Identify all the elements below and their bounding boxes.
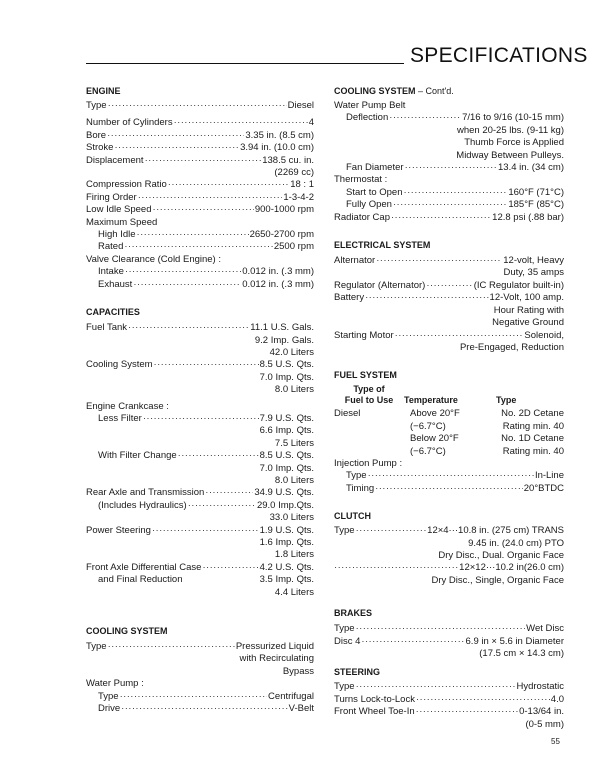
spec-continuation: Hour Rating with [493,304,564,316]
spec-row [86,322,314,334]
spec-continuation: Bypass [282,665,314,677]
spec-continuation: (0-5 mm) [525,718,564,730]
spec-value: V-Belt [288,703,314,715]
spec-continuation: Dry Disc., Single, Organic Face [431,574,564,586]
table-cell: No. 2D Cetane [501,408,564,420]
spec-continuation: Negative Ground [492,317,564,329]
page-number: 55 [551,737,560,746]
spec-value: In-Line [534,470,564,482]
spec-value: 12.8 psi (.88 bar) [492,211,564,223]
spec-label: Intake [98,266,124,278]
right-column [334,85,564,746]
spec-continuation: 6.6 Imp. Qts. [259,425,314,437]
spec-value: Wet Disc [526,623,564,635]
spec-row [86,703,314,715]
spec-row [86,266,314,278]
spec-row [86,279,314,291]
spec-row [86,525,314,537]
spec-row [334,162,564,174]
table-cell: (−6.7°C) [410,445,446,457]
table-row [334,433,564,445]
spec-label: Type [334,525,355,537]
spec-label: Timing [346,482,375,494]
spec-label: Rear Axle and Transmission [86,487,205,499]
spec-label: Front Wheel Toe-In [334,706,415,718]
spec-continuation: when 20-25 lbs. (9-11 kg) [456,124,564,136]
spec-label: Stroke [86,142,114,154]
cooling-section [86,625,314,715]
spec-continuation: 42.0 Liters [269,346,314,358]
table-cell [334,446,404,458]
spec-value: 13.4 in. (34 cm) [498,162,564,174]
spec-label: Cooling System [86,359,153,371]
spec-continuation: 7.0 Imp. Qts. [259,462,314,474]
spec-row [86,359,314,371]
table-cell: No. 1D Cetane [501,433,564,445]
spec-label: Alternator [334,255,376,267]
table-cell: Rating min. 40 [502,420,564,432]
section-heading: ELECTRICAL SYSTEM [334,240,431,251]
spec-label: Type [334,681,355,693]
spec-label: Type [98,690,119,702]
spec-continuation: with Recirculating [239,653,314,665]
table-cell: Rating min. 40 [502,445,564,457]
spec-continuation: 7.5 Liters [274,437,314,449]
spec-row [334,483,564,495]
electrical-section [334,239,564,354]
section-heading: COOLING SYSTEM [86,626,168,637]
spec-row [334,187,564,199]
brakes-section [334,607,564,660]
spec-row [86,100,314,112]
spec-value: 12×4···10.8 in. (275 cm) TRANS [427,525,564,537]
spec-value: 4.0 [550,693,564,705]
spec-continuation: 1.8 Liters [274,549,314,561]
table-row [334,446,564,458]
spec-value: 2500 rpm [273,241,314,253]
table-header-row [334,384,564,406]
spec-label: Battery [334,292,365,304]
spec-label: Fully Open [346,199,392,211]
spec-label: and Final Reduction [98,574,183,586]
cooling-cont-section [334,85,564,224]
spec-value: 20°BTDC [523,482,564,494]
spec-continuation: (2269 cc) [274,167,314,179]
spec-label: Engine Crankcase : [86,400,169,412]
spec-label: Exhaust [98,278,133,290]
spec-value: 12-volt, Heavy [503,255,564,267]
spec-continuation: 8.0 Liters [274,474,314,486]
spec-row [334,292,564,304]
spec-continuation: Thumb Force is Applied [464,137,564,149]
header-rule [86,63,404,64]
spec-row [86,142,314,154]
spec-label: Maximum Speed [86,216,158,228]
spec-continuation: 9.45 in. (24.0 cm) PTO [468,537,564,549]
spec-row [86,562,314,574]
spec-label: Less Filter [98,412,142,424]
spec-label: Type [86,100,107,111]
spec-continuation: Midway Between Pulleys. [456,149,564,161]
spec-continuation: Pre-Engaged, Reduction [459,341,564,353]
spec-value: 3.5 Imp. Qts. [259,574,314,586]
spec-label: Fan Diameter [346,162,404,174]
section-heading-suffix: – Cont'd. [418,86,454,96]
spec-label: (Includes Hydraulics) [98,499,187,511]
spec-value: 1-3-4-2 [283,191,314,203]
spec-value: 3.35 in. (8.5 cm) [245,129,314,141]
spec-value: Solenoid, [524,329,564,341]
section-heading: CLUTCH [334,511,371,522]
spec-label: Bore [86,129,107,141]
table-row [334,421,564,433]
spec-label: Turns Lock-to-Lock [334,693,415,705]
spec-continuation: 9.2 Imp. Gals. [254,334,314,346]
spec-value: 0-13/64 in. [519,706,564,718]
table-cell: Below 20°F [410,433,459,445]
spec-row [86,229,314,241]
spec-value: 4.2 U.S. Qts. [259,561,314,573]
table-cell [334,433,404,445]
spec-value: 3.94 in. (10.0 cm) [240,142,314,154]
spec-row [334,280,564,292]
spec-label: Water Pump : [86,678,144,690]
spec-value: 34.9 U.S. Qts. [254,487,314,499]
spec-continuation: 4.4 Liters [274,586,314,598]
table-row [334,406,564,420]
spec-label: Starting Motor [334,329,394,341]
spec-row [334,623,564,635]
column-header [334,384,404,406]
spec-value: 8.5 U.S. Qts. [259,450,314,462]
spec-value: 18 : 1 [290,179,314,191]
fuel-section [334,369,564,495]
spec-row [334,199,564,211]
spec-value: Centrifugal [268,690,314,702]
section-heading: STEERING [334,667,381,678]
spec-label: Firing Order [86,191,137,203]
spec-row [334,212,564,224]
spec-value: 0.012 in. (.3 mm) [242,266,314,278]
spec-row [334,525,564,537]
spec-label: Power Steering [86,524,151,536]
spec-label: Number of Cylinders [86,117,173,129]
column-header-line: Fuel to Use [344,395,394,406]
spec-label: Injection Pump : [334,457,403,469]
page-title: SPECIFICATIONS [410,44,588,67]
spec-row [86,179,314,191]
spec-value: 11.1 U.S. Gals. [250,322,314,334]
left-column [86,85,314,730]
spec-row [334,255,564,267]
fuel-table [334,384,564,458]
spec-value: 4 [308,117,314,129]
table-cell: Above 20°F [410,408,460,420]
engine-section [86,85,314,291]
spec-label: Type [334,623,355,635]
spec-row [334,706,564,718]
spec-value: 138.5 cu. in. [262,154,314,166]
spec-label: Water Pump Belt [334,100,406,111]
spec-label: Regulator (Alternator) [334,279,426,291]
spec-label: With Filter Change [98,450,177,462]
section-heading [334,85,564,97]
spec-label: Type [86,641,107,653]
spec-value: 6.9 in × 5.6 in Diameter [465,635,564,647]
capacities-section [86,306,314,599]
spec-value: 12-Volt, 100 amp. [489,292,564,304]
spec-row [86,204,314,216]
spec-row [334,112,564,124]
spec-label: Rated [98,241,124,253]
spec-continuation: (17.5 cm × 14.3 cm) [479,648,564,659]
spec-row [334,330,564,342]
section-heading: FUEL SYSTEM [334,370,397,381]
spec-continuation: Duty, 35 amps [503,267,564,279]
spec-row [86,155,314,167]
spec-row [334,636,564,648]
spec-row [86,450,314,462]
spec-label: Low Idle Speed [86,204,152,216]
table-cell [334,421,404,433]
spec-continuation: 7.0 Imp. Qts. [259,371,314,383]
section-heading-text: COOLING SYSTEM [334,86,416,96]
spec-value: 2650-2700 rpm [249,229,314,241]
spec-value: 8.5 U.S. Qts. [259,359,314,371]
spec-row [86,241,314,253]
section-heading: CAPACITIES [86,307,140,318]
spec-label: Thermostat : [334,174,388,186]
spec-label: Radiator Cap [334,211,390,223]
spec-value: 185°F (85°C) [508,199,564,211]
spec-label: Drive [98,703,121,715]
spec-continuation: 33.0 Liters [269,512,314,524]
steering-section [334,666,564,731]
spec-row [86,413,314,425]
spec-row [86,574,314,586]
spec-row [86,117,314,129]
spec-row [86,691,314,703]
spec-label: Compression Ratio [86,179,167,191]
spec-value: 160°F (71°C) [508,186,564,198]
column-header: Type [496,395,517,406]
spec-label: High Idle [98,229,136,241]
spec-row [86,500,314,512]
spec-label: Valve Clearance (Cold Engine) : [86,253,222,265]
spec-row [334,470,564,482]
spec-row [86,130,314,142]
spec-label: Type [346,470,367,482]
spec-continuation: Dry Disc., Dual. Organic Face [438,549,564,561]
spec-value: (IC Regulator built-in) [473,279,564,291]
spec-label: Displacement [86,154,144,166]
spec-row [86,487,314,499]
section-heading: BRAKES [334,608,373,619]
spec-label: Disc 4 [334,635,361,647]
table-cell: (−6.7°C) [410,420,446,432]
spec-row [86,641,314,653]
column-header: Temperature [404,395,458,406]
spec-value: 900-1000 rpm [254,204,314,216]
clutch-section [334,510,564,587]
spec-value: 29.0 Imp.Qts. [256,499,314,511]
spec-row [334,562,564,574]
spec-value: 7/16 to 9/16 (10-15 mm) [462,112,564,124]
spec-continuation: 8.0 Liters [274,384,314,396]
column-header-line: Type of [353,384,385,395]
spec-row [86,192,314,204]
spec-value: 12×12···10.2 in(26.0 cm) [459,562,564,574]
spec-value: Diesel [287,100,314,111]
spec-value: Hydrostatic [516,681,564,693]
spec-label: Start to Open [346,186,403,198]
spec-value: Pressurized Liquid [235,641,314,653]
section-heading: ENGINE [86,86,121,96]
spec-label: Front Axle Differential Case [86,561,202,573]
spec-row [334,681,564,693]
table-cell: Diesel [334,408,361,420]
spec-label: Fuel Tank [86,322,128,334]
spec-value: 0.012 in. (.3 mm) [242,278,314,290]
spec-value: 1.9 U.S. Qts. [259,524,314,536]
spec-value: 7.9 U.S. Qts. [259,412,314,424]
spec-row [334,694,564,706]
spec-continuation: 1.6 Imp. Qts. [259,537,314,548]
spec-label: Deflection [346,112,389,124]
